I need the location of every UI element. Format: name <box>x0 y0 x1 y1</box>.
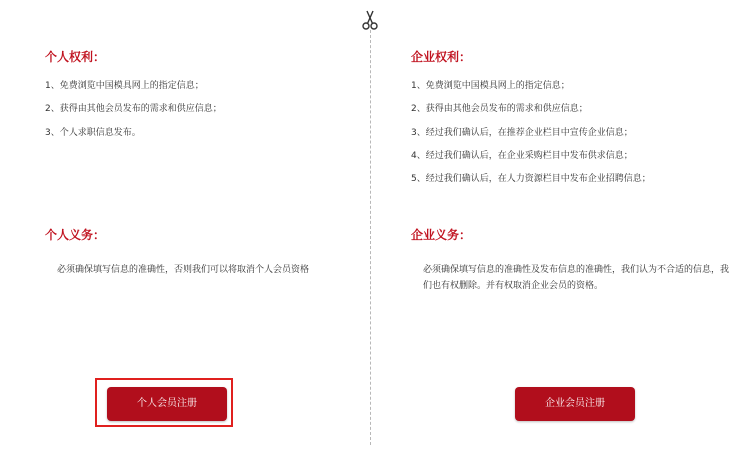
list-item: 2、获得由其他会员发布的需求和供应信息； <box>45 104 222 115</box>
list-item: 5、经过我们确认后，在人力资源栏目中发布企业招聘信息； <box>411 174 651 185</box>
personal-register-button[interactable]: 个人会员注册 <box>107 387 227 421</box>
dashed-divider <box>370 30 371 445</box>
company-register-button[interactable]: 企业会员注册 <box>515 387 635 421</box>
scissors-icon <box>361 9 379 31</box>
list-item: 1、免费浏览中国模具网上的指定信息； <box>45 81 204 91</box>
company-duties-title: 企业义务： <box>411 228 472 242</box>
personal-rights-title: 个人权利： <box>45 50 106 64</box>
list-item: 4、经过我们确认后，在企业采购栏目中发布供求信息； <box>411 150 633 161</box>
personal-rights-list <box>45 80 222 150</box>
personal-duties-title: 个人义务： <box>45 228 106 242</box>
list-item: 1、免费浏览中国模具网上的指定信息； <box>411 81 570 91</box>
list-item: 3、经过我们确认后，在推荐企业栏目中宣传企业信息； <box>411 127 633 138</box>
company-duties-text: 必须确保填写信息的准确性及发布信息的准确性，我们认为不合适的信息，我们也有权删除。并有权取消企业会员的资格。 <box>423 265 730 291</box>
personal-duties-text: 必须确保填写信息的准确性，否则我们可以将取消个人会员资格 <box>57 265 310 275</box>
company-rights-list <box>411 80 651 196</box>
company-rights-title: 企业权利： <box>411 50 472 64</box>
list-item: 3、个人求职信息发布。 <box>45 127 141 138</box>
list-item: 2、获得由其他会员发布的需求和供应信息； <box>411 104 588 115</box>
